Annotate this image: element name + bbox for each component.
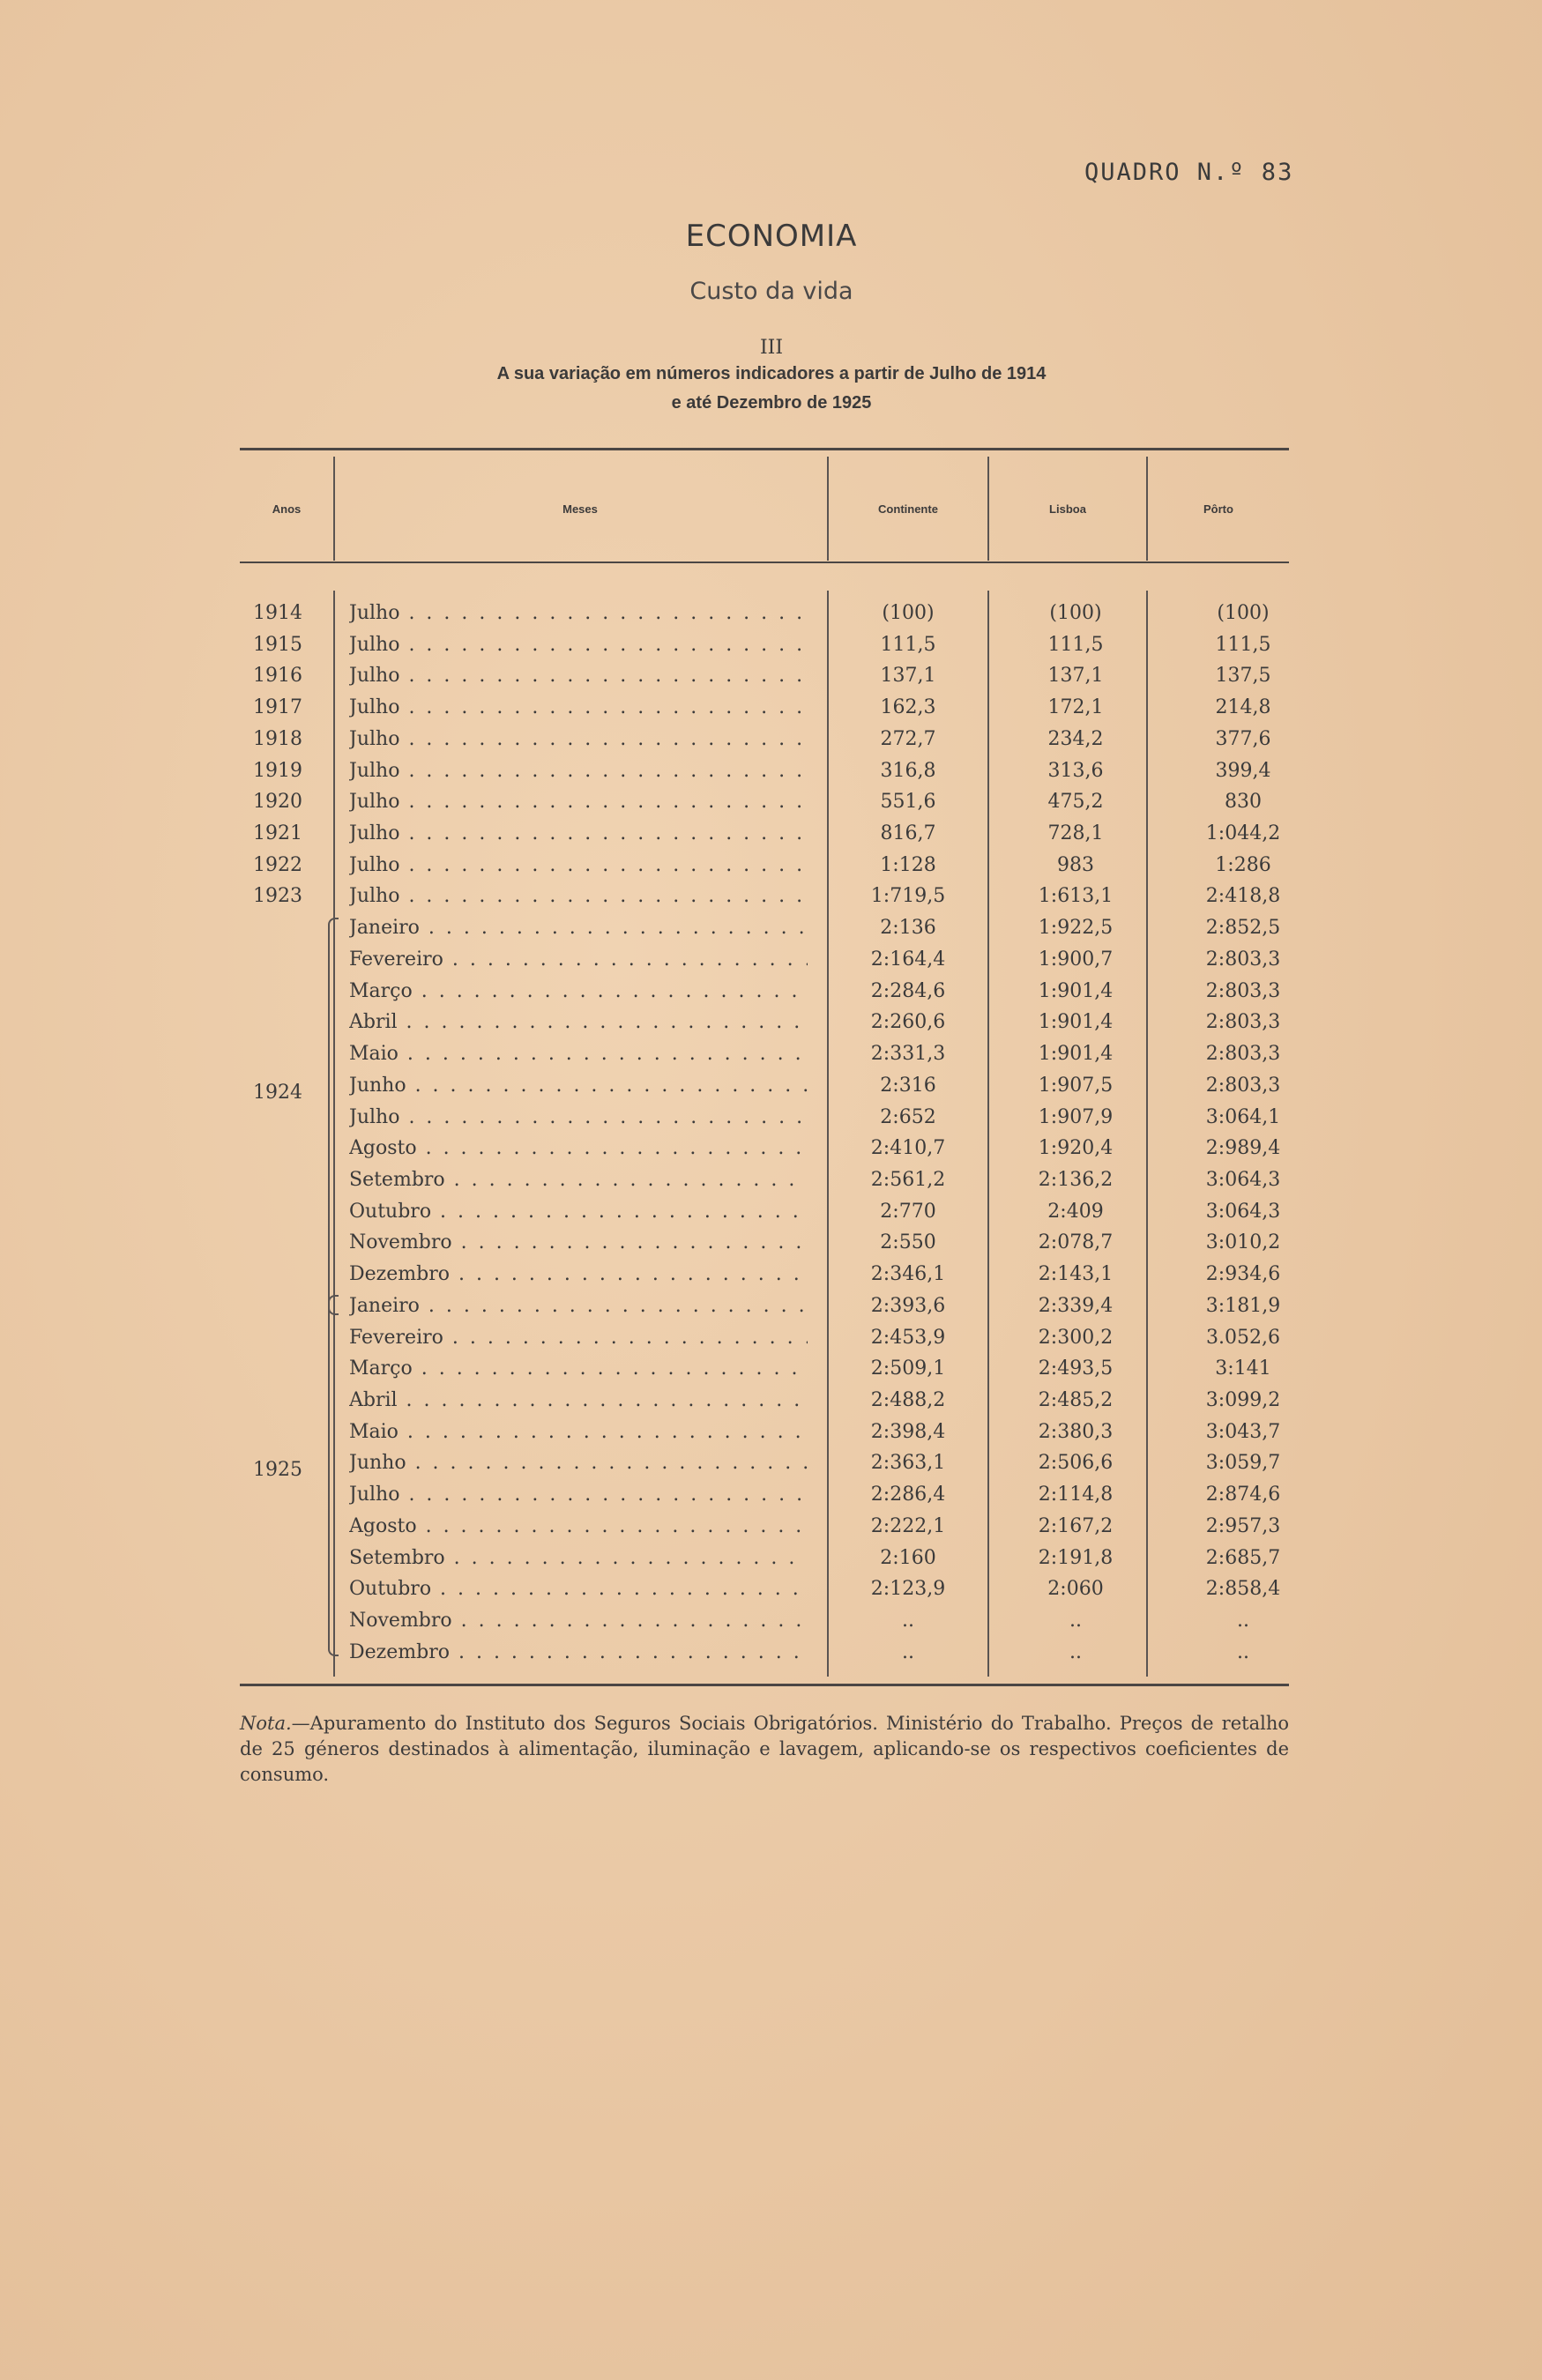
- row-month: Maio . . .: [349, 1043, 808, 1065]
- row-lisboa: 1:901,4: [1038, 1011, 1114, 1034]
- row-continente: 272,7: [880, 727, 936, 750]
- table-row: [0, 634, 1542, 665]
- row-month: Julho . . .: [349, 602, 808, 624]
- row-continente: 2:561,2: [870, 1168, 946, 1191]
- row-porto: 2:874,6: [1205, 1484, 1281, 1506]
- row-continente: 2:136: [880, 917, 936, 940]
- row-month: Julho . . .: [349, 1106, 808, 1128]
- table-row: [0, 1610, 1542, 1640]
- row-porto: 2:418,8: [1205, 885, 1281, 908]
- row-lisboa: 2:114,8: [1038, 1484, 1114, 1506]
- row-porto: 2:685,7: [1205, 1546, 1281, 1569]
- table-row: [0, 1295, 1542, 1326]
- row-month: Julho . . .: [349, 728, 808, 750]
- row-porto: 1:044,2: [1205, 822, 1281, 845]
- table-row: [0, 665, 1542, 695]
- row-month: Abril . . .: [349, 1011, 808, 1033]
- table-row: [0, 602, 1542, 633]
- row-month: Julho . . .: [349, 822, 808, 844]
- row-lisboa: 137,1: [1047, 665, 1104, 688]
- row-lisboa: 1:900,7: [1038, 948, 1114, 971]
- row-year: 1916: [253, 665, 302, 688]
- year-group-1924: 1924: [253, 1082, 302, 1104]
- row-continente: 111,5: [880, 633, 936, 656]
- row-porto: ..: [1237, 1640, 1249, 1663]
- row-continente: 1:128: [880, 853, 936, 876]
- table-row: [0, 1452, 1542, 1483]
- footnote-label: Nota.: [240, 1713, 292, 1734]
- row-lisboa: 2:409: [1047, 1200, 1104, 1223]
- row-lisboa: 2:493,5: [1038, 1357, 1114, 1380]
- table-row: [0, 885, 1542, 916]
- row-continente: 2:222,1: [870, 1514, 946, 1537]
- table-row: [0, 1547, 1542, 1578]
- table-row: [0, 1169, 1542, 1200]
- row-continente: 2:284,6: [870, 979, 946, 1002]
- year-brace-1925: [328, 1295, 339, 1656]
- row-continente: 2:652: [880, 1105, 936, 1128]
- table-row: [0, 1327, 1542, 1357]
- header-porto: Pôrto: [1203, 502, 1233, 516]
- row-continente: 2:286,4: [870, 1484, 946, 1506]
- row-month: Março . . .: [349, 1357, 808, 1380]
- row-porto: 2:852,5: [1205, 917, 1281, 940]
- row-porto: 3.052,6: [1206, 1326, 1280, 1349]
- row-lisboa: 983: [1057, 853, 1094, 876]
- row-lisboa: (100): [1049, 602, 1102, 624]
- row-month: Agosto . . .: [349, 1137, 808, 1159]
- table-row: [0, 1201, 1542, 1231]
- row-month: Outubro . . .: [349, 1201, 808, 1223]
- header-lisboa: Lisboa: [1049, 502, 1086, 516]
- row-continente: 1:719,5: [870, 885, 946, 908]
- table-row: [0, 1075, 1542, 1105]
- row-month: Julho . . .: [349, 760, 808, 782]
- table-row: [0, 1357, 1542, 1388]
- row-year: 1923: [253, 885, 302, 908]
- year-group-1925: 1925: [253, 1459, 302, 1481]
- row-lisboa: 2:300,2: [1038, 1326, 1114, 1349]
- section-title: ECONOMIA: [685, 219, 858, 254]
- row-month: Julho . . .: [349, 696, 808, 718]
- row-continente: 2:393,6: [870, 1294, 946, 1317]
- row-year: 1921: [253, 822, 302, 845]
- row-lisboa: 2:506,6: [1038, 1452, 1114, 1475]
- row-month: Maio . . .: [349, 1421, 808, 1443]
- table-bottom-rule: [240, 1684, 1289, 1686]
- row-month: Julho . . .: [349, 885, 808, 907]
- row-porto: 377,6: [1215, 727, 1271, 750]
- row-continente: 551,6: [880, 791, 936, 814]
- row-month: Março . . .: [349, 980, 808, 1002]
- row-lisboa: 2:380,3: [1038, 1420, 1114, 1443]
- row-lisboa: 111,5: [1047, 633, 1104, 656]
- row-continente: 2:509,1: [870, 1357, 946, 1380]
- table-row: [0, 1515, 1542, 1546]
- subtitle-line-2: e até Dezembro de 1925: [671, 393, 872, 413]
- row-continente: 137,1: [880, 665, 936, 688]
- row-lisboa: 2:339,4: [1038, 1294, 1114, 1317]
- row-year: 1917: [253, 696, 302, 719]
- table-row: [0, 917, 1542, 948]
- row-continente: ..: [902, 1640, 914, 1663]
- table-row: [0, 1137, 1542, 1168]
- table-row: [0, 822, 1542, 853]
- table-row: [0, 1011, 1542, 1042]
- row-continente: ..: [902, 1610, 914, 1633]
- row-continente: 2:346,1: [870, 1263, 946, 1286]
- table-row: [0, 1484, 1542, 1514]
- row-lisboa: 2:143,1: [1038, 1263, 1114, 1286]
- row-month: Janeiro . . .: [349, 917, 808, 939]
- row-porto: 399,4: [1215, 759, 1271, 782]
- row-lisboa: 2:060: [1047, 1578, 1104, 1601]
- row-porto: 3:064,1: [1205, 1105, 1281, 1128]
- table-row: [0, 760, 1542, 791]
- row-porto: 111,5: [1215, 633, 1271, 656]
- table-row: [0, 1043, 1542, 1074]
- row-continente: 2:160: [880, 1546, 936, 1569]
- header-continente: Continente: [878, 502, 938, 516]
- row-continente: 2:398,4: [870, 1420, 946, 1443]
- row-lisboa: 1:613,1: [1038, 885, 1114, 908]
- row-porto: 3:010,2: [1205, 1231, 1281, 1254]
- row-month: Outubro . . .: [349, 1578, 808, 1600]
- row-lisboa: 2:191,8: [1038, 1546, 1114, 1569]
- row-month: Julho . . .: [349, 665, 808, 687]
- row-continente: 2:260,6: [870, 1011, 946, 1034]
- table-row: [0, 791, 1542, 822]
- row-porto: 2:989,4: [1205, 1137, 1281, 1160]
- row-year: 1919: [253, 759, 302, 782]
- row-lisboa: 728,1: [1047, 822, 1104, 845]
- row-porto: (100): [1217, 602, 1270, 624]
- row-month: Novembro . . .: [349, 1610, 808, 1632]
- subtitle-line-1: A sua variação em números indicadores a partir de Julho de 1914: [496, 364, 1047, 383]
- row-porto: 3:059,7: [1205, 1452, 1281, 1475]
- row-year: 1922: [253, 853, 302, 876]
- row-porto: 137,5: [1215, 665, 1271, 688]
- row-continente: (100): [882, 602, 935, 624]
- row-year: 1920: [253, 791, 302, 814]
- row-continente: 2:550: [880, 1231, 936, 1254]
- part-number: III: [759, 337, 784, 359]
- table-row: [0, 1421, 1542, 1452]
- row-lisboa: ..: [1069, 1640, 1082, 1663]
- table-top-rule: [240, 448, 1289, 450]
- year-brace-1924: [328, 918, 339, 1315]
- row-porto: 3:141: [1215, 1357, 1271, 1380]
- table-row: [0, 1231, 1542, 1262]
- row-porto: 2:803,3: [1205, 1074, 1281, 1097]
- row-porto: 2:803,3: [1205, 948, 1281, 971]
- row-month: Fevereiro . . .: [349, 1327, 808, 1349]
- row-lisboa: 2:078,7: [1038, 1231, 1114, 1254]
- row-month: Dezembro . . .: [349, 1263, 808, 1285]
- row-continente: 2:363,1: [870, 1452, 946, 1475]
- row-month: Agosto . . .: [349, 1515, 808, 1537]
- row-year: 1914: [253, 602, 302, 624]
- row-month: Setembro . . .: [349, 1547, 808, 1569]
- row-lisboa: 2:167,2: [1038, 1514, 1114, 1537]
- row-continente: 162,3: [880, 696, 936, 719]
- row-month: Fevereiro . . .: [349, 948, 808, 971]
- table-row: [0, 1106, 1542, 1137]
- table-header-rule: [240, 562, 1289, 563]
- row-continente: 2:488,2: [870, 1389, 946, 1411]
- header-anos: Anos: [272, 502, 302, 516]
- row-continente: 2:770: [880, 1200, 936, 1223]
- table-row: [0, 1263, 1542, 1294]
- row-porto: 3:099,2: [1205, 1389, 1281, 1411]
- row-lisboa: 1:901,4: [1038, 979, 1114, 1002]
- row-porto: 2:934,6: [1205, 1263, 1281, 1286]
- table-number: QUADRO N.º 83: [1084, 159, 1294, 186]
- table-row: [0, 728, 1542, 759]
- row-porto: 2:803,3: [1205, 1011, 1281, 1034]
- row-continente: 2:164,4: [870, 948, 946, 971]
- table-row: [0, 696, 1542, 727]
- row-porto: 2:803,3: [1205, 1043, 1281, 1066]
- row-porto: ..: [1237, 1610, 1249, 1633]
- row-year: 1915: [253, 633, 302, 656]
- row-month: Janeiro . . .: [349, 1295, 808, 1317]
- row-porto: 3:064,3: [1205, 1168, 1281, 1191]
- row-porto: 2:957,3: [1205, 1514, 1281, 1537]
- row-porto: 214,8: [1215, 696, 1271, 719]
- row-lisboa: 313,6: [1047, 759, 1104, 782]
- row-month: Junho . . .: [349, 1452, 808, 1474]
- row-month: Julho . . .: [349, 791, 808, 813]
- table-row: [0, 1389, 1542, 1420]
- row-porto: 2:803,3: [1205, 979, 1281, 1002]
- row-lisboa: ..: [1069, 1610, 1082, 1633]
- page-title: Custo da vida: [689, 278, 853, 305]
- table-row: [0, 1641, 1542, 1672]
- row-lisboa: 1:922,5: [1038, 917, 1114, 940]
- row-continente: 2:453,9: [870, 1326, 946, 1349]
- row-lisboa: 1:920,4: [1038, 1137, 1114, 1160]
- row-lisboa: 1:907,9: [1038, 1105, 1114, 1128]
- row-continente: 316,8: [880, 759, 936, 782]
- table-row: [0, 980, 1542, 1011]
- row-lisboa: 1:901,4: [1038, 1043, 1114, 1066]
- header-meses: Meses: [562, 502, 598, 516]
- row-lisboa: 2:136,2: [1038, 1168, 1114, 1191]
- row-lisboa: 234,2: [1047, 727, 1104, 750]
- row-month: Abril . . .: [349, 1389, 808, 1411]
- row-lisboa: 172,1: [1047, 696, 1104, 719]
- row-porto: 3:043,7: [1205, 1420, 1281, 1443]
- row-month: Julho . . .: [349, 1484, 808, 1506]
- row-month: Junho . . .: [349, 1075, 808, 1097]
- row-continente: 2:331,3: [870, 1043, 946, 1066]
- table-row: [0, 1578, 1542, 1609]
- row-lisboa: 475,2: [1047, 791, 1104, 814]
- row-lisboa: 1:907,5: [1038, 1074, 1114, 1097]
- row-month: Novembro . . .: [349, 1231, 808, 1253]
- table-row: [0, 948, 1542, 979]
- footnote-text: —Apuramento do Instituto dos Seguros Sociais Obrigatórios. Ministério do Trabalho. Preços de retalho de 25 géneros destinados à alimentação, iluminação e lavagem, aplicando-se os respectivos coeficientes de consumo.: [240, 1713, 1289, 1785]
- row-continente: 816,7: [880, 822, 936, 845]
- row-year: 1918: [253, 727, 302, 750]
- row-continente: 2:410,7: [870, 1137, 946, 1160]
- row-porto: 2:858,4: [1205, 1578, 1281, 1601]
- row-month: Dezembro . . .: [349, 1641, 808, 1663]
- row-month: Julho . . .: [349, 854, 808, 876]
- row-porto: 3:181,9: [1205, 1294, 1281, 1317]
- row-porto: 830: [1225, 791, 1262, 814]
- row-continente: 2:123,9: [870, 1578, 946, 1601]
- row-porto: 1:286: [1215, 853, 1271, 876]
- table-row: [0, 854, 1542, 885]
- row-porto: 3:064,3: [1205, 1200, 1281, 1223]
- row-lisboa: 2:485,2: [1038, 1389, 1114, 1411]
- row-month: Setembro . . .: [349, 1169, 808, 1191]
- row-continente: 2:316: [880, 1074, 936, 1097]
- footnote: [240, 1711, 1289, 1788]
- row-month: Julho . . .: [349, 634, 808, 656]
